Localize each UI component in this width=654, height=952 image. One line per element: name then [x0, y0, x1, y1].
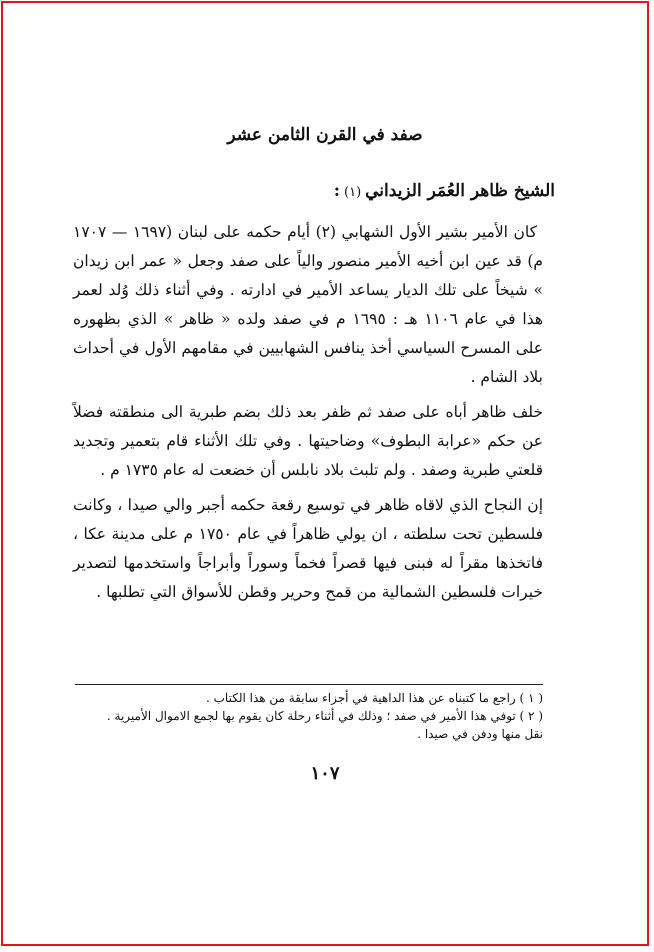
section-footnote-ref: (١)	[344, 185, 362, 200]
body-text	[73, 218, 543, 613]
section-heading-text: الشيخ ظاهر العُمَر الزيداني	[365, 181, 555, 201]
paragraph-2: خلف ظاهر أباه على صفد ثم ظفر بعد ذلك بضم طبرية الى منطقته فضلاً عن حكم «عرابة البطوف» وضاحيتها . وفي تلك الأثناء قام بتعمير وتجديد قلعتي طبرية وصفد . ولم تلبث بلاد نابلس أن خضعت له عام ١٧٣٥ م .	[73, 403, 543, 479]
footnote-divider	[75, 684, 543, 685]
footnote-2-continued: نقل منها ودفن في صيدا .	[417, 727, 543, 741]
footnote-1: ( ١ ) راجع ما كتبناه عن هذا الداهية في أجزاء سابقة من هذا الكتاب .	[205, 691, 543, 705]
footnote-2: ( ٢ ) توفي هذا الأمير في صفد ؛ وذلك في أثناء رحلة كان يقوم بها لجمع الاموال الأميرية .	[106, 709, 543, 723]
book-page	[3, 3, 647, 944]
footnotes	[63, 689, 543, 743]
paragraph-1: كان الأمير بشير الأول الشهابي (٢) أيام حكمه على لبنان (١٦٩٧ — ١٧٠٧ م) قد عين ابن أخيه الأمير منصور والياً على صفد وجعل « عمر ابن زيدان » شيخاً على تلك الديار يساعد الأمير في ادارته . وفي أثناء ذلك وُلد لعمر هذا في عام ١١٠٦ هـ : ١٦٩٥ م في صفد ولده « ظاهر » الذي بظهوره على المسرح السياسي أخذ ينافس الشهابيين في مقامهم الأول في أحداث بلاد الشام .	[73, 223, 544, 386]
paragraph-3: إن النجاح الذي لاقاه ظاهر في توسيع رقعة حكمه أجبر والي صيدا ، وكانت فلسطين تحت سلطته ، ان يولي ظاهراً في عام ١٧٥٠ م على مدينة عكا ، فاتخذها مقراً له فبنى فيها قصراً فخماً وسوراً وأبراجاً واستخدمها لتصدير خيرات فلسطين الشمالية من قمح وحرير وقطن للأسواق التي تطلبها .	[73, 496, 543, 601]
section-heading-colon: :	[333, 181, 340, 201]
chapter-title: صفد في القرن الثامن عشر	[227, 125, 423, 145]
page-number: ١٠٧	[310, 763, 340, 784]
page-frame	[1, 1, 649, 946]
section-heading	[334, 181, 555, 201]
